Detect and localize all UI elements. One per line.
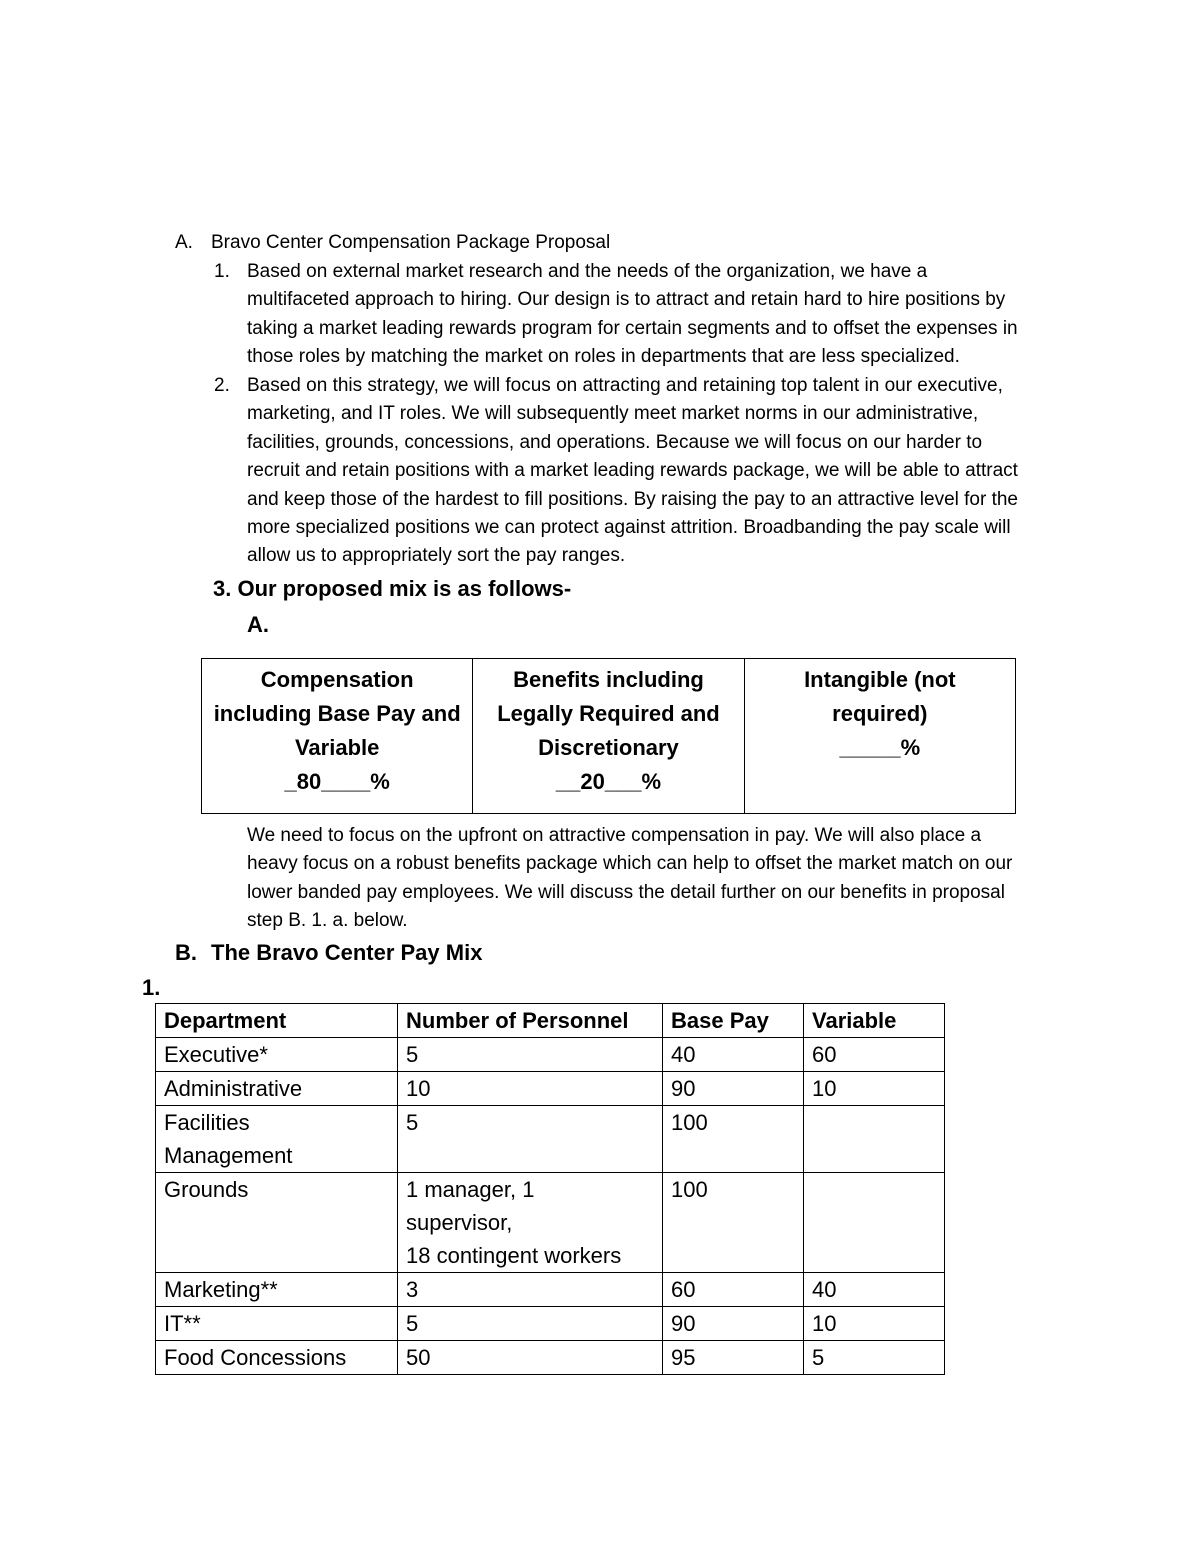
table-row bbox=[156, 1173, 945, 1273]
item-1-line: those roles by matching the market on roles in departments that are less specialized. bbox=[247, 346, 960, 368]
intangible-line: Intangible (not bbox=[804, 667, 956, 692]
variable-cell: 5 bbox=[804, 1341, 945, 1375]
item-1-label: 1. bbox=[214, 261, 230, 282]
table-row bbox=[156, 1072, 945, 1106]
personnel-line: supervisor, bbox=[406, 1210, 513, 1235]
benefits-line: Benefits including bbox=[513, 667, 704, 692]
personnel-cell: 5 bbox=[398, 1307, 663, 1341]
department-cell: Grounds bbox=[156, 1173, 398, 1273]
benefits-line: Legally Required and bbox=[497, 701, 720, 726]
table-header-row bbox=[156, 1004, 945, 1038]
base-pay-cell: 90 bbox=[663, 1307, 804, 1341]
intangible-percent: _____% bbox=[839, 735, 921, 760]
pay-mix-percentage-table bbox=[201, 658, 1016, 814]
personnel-cell: 50 bbox=[398, 1341, 663, 1375]
personnel-cell: 3 bbox=[398, 1273, 663, 1307]
section-b-label: B. bbox=[175, 940, 197, 965]
base-pay-cell: 90 bbox=[663, 1072, 804, 1106]
item-2-paragraph bbox=[247, 372, 1077, 571]
base-pay-cell: 100 bbox=[663, 1106, 804, 1173]
item-3-heading: 3. Our proposed mix is as follows- bbox=[213, 576, 572, 601]
table-row bbox=[156, 1038, 945, 1072]
department-pay-mix-table bbox=[155, 1003, 945, 1375]
variable-cell: 60 bbox=[804, 1038, 945, 1072]
section-b-title: The Bravo Center Pay Mix bbox=[211, 940, 483, 965]
item-2-line: facilities, grounds, concessions, and operations. Because we will focus on our harder to bbox=[247, 431, 983, 453]
variable-cell: 10 bbox=[804, 1072, 945, 1106]
department-cell: Administrative bbox=[156, 1072, 398, 1106]
variable-cell bbox=[804, 1173, 945, 1273]
item-2-line: and keep those of the hardest to fill positions. By raising the pay to an attractive level for the bbox=[247, 488, 1019, 510]
mix-note-line: lower banded pay employees. We will discuss the detail further on our benefits in proposal bbox=[247, 881, 1005, 903]
compensation-percent: _80____% bbox=[284, 769, 390, 794]
compensation-line: Variable bbox=[294, 735, 380, 760]
mix-note-line: step B. 1. a. below. bbox=[247, 910, 408, 932]
header-department: Department bbox=[156, 1004, 398, 1038]
benefits-cell bbox=[473, 659, 744, 814]
variable-cell: 10 bbox=[804, 1307, 945, 1341]
section-a-title: Bravo Center Compensation Package Proposal bbox=[211, 232, 611, 253]
mix-note-line: heavy focus on a robust benefits package which can help to offset the market match on our bbox=[247, 853, 1013, 875]
compensation-line: Compensation bbox=[260, 667, 414, 692]
intangible-cell bbox=[744, 659, 1015, 814]
department-cell: Marketing** bbox=[156, 1273, 398, 1307]
variable-cell bbox=[804, 1106, 945, 1173]
compensation-line: including Base Pay and bbox=[213, 701, 461, 726]
personnel-cell bbox=[398, 1173, 663, 1273]
header-variable: Variable bbox=[804, 1004, 945, 1038]
item-1-line: Based on external market research and the needs of the organization, we have a bbox=[247, 261, 928, 282]
department-cell: Executive* bbox=[156, 1038, 398, 1072]
department-cell: Food Concessions bbox=[156, 1341, 398, 1375]
section-b-item-label: 1. bbox=[142, 975, 161, 1000]
item-2-line: allow us to appropriately sort the pay ranges. bbox=[247, 545, 626, 567]
base-pay-cell: 95 bbox=[663, 1341, 804, 1375]
sub-a-label: A. bbox=[247, 612, 269, 637]
item-2-line: Based on this strategy, we will focus on attracting and retaining top talent in our executive, bbox=[247, 375, 1003, 396]
personnel-cell: 10 bbox=[398, 1072, 663, 1106]
item-1-line: multifaceted approach to hiring. Our design is to attract and retain hard to hire positions by bbox=[247, 289, 1006, 311]
mix-note-paragraph bbox=[247, 822, 1077, 936]
item-2-label: 2. bbox=[214, 375, 230, 396]
department-line: Facilities bbox=[164, 1110, 250, 1135]
item-2-line: more specialized positions we can protect against attrition. Broadbanding the pay scale will bbox=[247, 517, 1011, 539]
table-row bbox=[156, 1273, 945, 1307]
base-pay-cell: 60 bbox=[663, 1273, 804, 1307]
intangible-line: required) bbox=[832, 701, 928, 726]
header-base-pay: Base Pay bbox=[663, 1004, 804, 1038]
mix-note-line: We need to focus on the upfront on attractive compensation in pay. We will also place a bbox=[247, 825, 982, 846]
table-row bbox=[156, 1341, 945, 1375]
item-1-paragraph bbox=[247, 258, 1077, 372]
personnel-cell: 5 bbox=[398, 1038, 663, 1072]
benefits-percent: __20___% bbox=[555, 769, 662, 794]
benefits-line: Discretionary bbox=[538, 735, 679, 760]
personnel-line: 1 manager, 1 bbox=[406, 1177, 535, 1202]
item-2-line: marketing, and IT roles. We will subsequently meet market norms in our administrative, bbox=[247, 403, 979, 425]
item-1-line: taking a market leading rewards program for certain segments and to offset the expenses in bbox=[247, 317, 1018, 339]
section-a-label: A. bbox=[175, 232, 193, 253]
department-cell: IT** bbox=[156, 1307, 398, 1341]
department-line: Management bbox=[164, 1143, 293, 1168]
base-pay-cell: 40 bbox=[663, 1038, 804, 1072]
base-pay-cell: 100 bbox=[663, 1173, 804, 1273]
department-cell bbox=[156, 1106, 398, 1173]
table-row bbox=[156, 1307, 945, 1341]
personnel-line: 18 contingent workers bbox=[406, 1243, 622, 1268]
mix-table-row bbox=[202, 659, 1016, 814]
item-2-line: recruit and retain positions with a market leading rewards package, we will be able to attract bbox=[247, 460, 1018, 482]
variable-cell: 40 bbox=[804, 1273, 945, 1307]
personnel-cell: 5 bbox=[398, 1106, 663, 1173]
compensation-cell bbox=[202, 659, 473, 814]
table-row bbox=[156, 1106, 945, 1173]
header-number-of-personnel: Number of Personnel bbox=[398, 1004, 663, 1038]
